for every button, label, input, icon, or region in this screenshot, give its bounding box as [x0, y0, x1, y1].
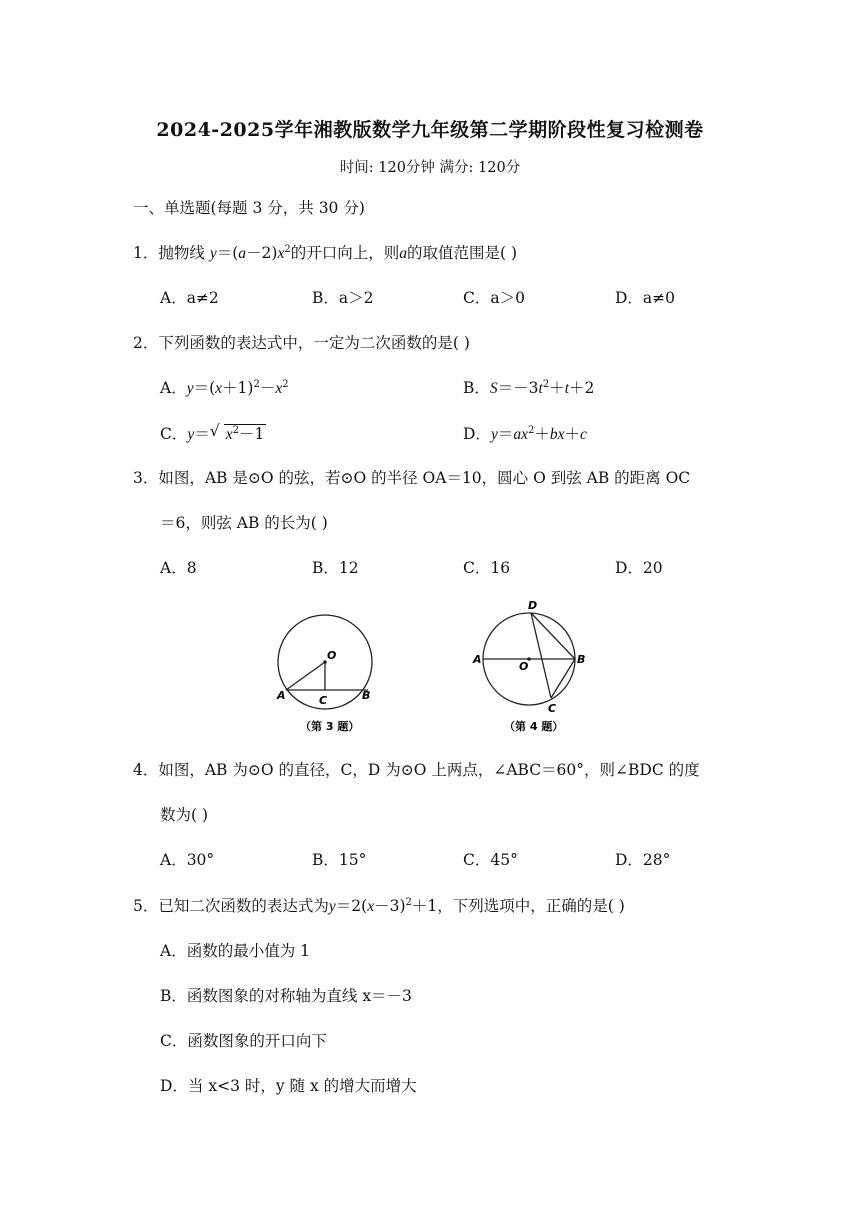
q4-option-a: A．30°: [160, 851, 215, 869]
fig4-label-c: C: [548, 702, 557, 715]
exam-info: 时间: 120分钟 满分: 120分: [339, 160, 521, 176]
figure-4: [472, 599, 585, 733]
question-1-stem: 1．抛物线 $y=(a-2)x^2$的开口向上，则a的取值范围是( ): [133, 244, 517, 262]
q1-option-b: B．a＞2: [312, 289, 374, 307]
fig3-caption: （第 3 题）: [300, 720, 360, 733]
q4-option-b: B．15°: [312, 851, 367, 869]
q5-option-c: C．函数图象的开口向下: [160, 1032, 327, 1050]
q2-option-a: A．$y=(x+1)^2-x^2$: [160, 379, 289, 397]
fig3-label-a: A: [277, 689, 286, 702]
geometry-figures: [260, 598, 600, 743]
q3-option-b: B．12: [312, 559, 359, 577]
q3-option-c: C．16: [463, 559, 511, 577]
figure-3: [276, 615, 372, 733]
q1-formula: $y=(a-2)x^2$: [209, 244, 291, 262]
question-2-stem: 2．下列函数的表达式中，一定为二次函数的是( ): [133, 334, 470, 352]
page-title: 2024-2025学年湘教版数学九年级第二学期阶段性复习检测卷: [156, 119, 704, 141]
q2-option-c: C．y＝ √ $x^2-1$: [160, 422, 265, 443]
q3-option-a: A．8: [160, 559, 197, 577]
fig3-label-b: B: [362, 689, 371, 702]
question-5-stem: 5．已知二次函数的表达式为$y=2(x-3)^2+1$，下列选项中，正确的是( ): [133, 897, 625, 915]
question-3-stem-line2: ＝6，则弦 AB 的长为( ): [160, 514, 328, 532]
q1-option-a: A．a≠2: [160, 289, 219, 307]
q3-option-d: D．20: [615, 559, 663, 577]
q2-option-d: D．$y=ax^2+bx+c$: [463, 425, 587, 443]
q5-option-a: A．函数的最小值为 1: [160, 942, 310, 960]
fig3-label-c: C: [319, 694, 328, 707]
q1-option-d: D．a≠0: [615, 289, 676, 307]
q5-option-d: D．当 x<3 时，y 随 x 的增大而增大: [160, 1077, 417, 1095]
question-4-stem-line1: 4．如图，AB 为⊙O 的直径，C，D 为⊙O 上两点，∠ABC＝60°，则∠BDC 的度: [133, 761, 700, 779]
q1-option-c: C．a＞0: [463, 289, 525, 307]
q5-formula: $y=2(x-3)^2+1$: [328, 897, 438, 915]
fig4-label-a: A: [473, 653, 482, 666]
fig4-label-b: B: [577, 653, 586, 666]
section-heading: 一、单选题(每题 3 分，共 30 分): [133, 199, 365, 217]
q2-option-b: B．$S=-3t^2+t+2$: [463, 379, 595, 397]
fig4-label-d: D: [528, 599, 538, 612]
q5-option-b: B．函数图象的对称轴为直线 x＝－3: [160, 987, 412, 1005]
fig4-caption: （第 4 题）: [504, 720, 564, 733]
fig3-label-o: O: [327, 649, 337, 662]
question-4-stem-line2: 数为( ): [160, 806, 209, 824]
fig4-label-o: O: [519, 660, 529, 673]
q4-option-c: C．45°: [463, 851, 518, 869]
question-3-stem-line1: 3．如图，AB 是⊙O 的弦，若⊙O 的半径 OA＝10，圆心 O 到弦 AB 的距离 OC: [133, 469, 691, 487]
q4-option-d: D．28°: [615, 851, 671, 869]
